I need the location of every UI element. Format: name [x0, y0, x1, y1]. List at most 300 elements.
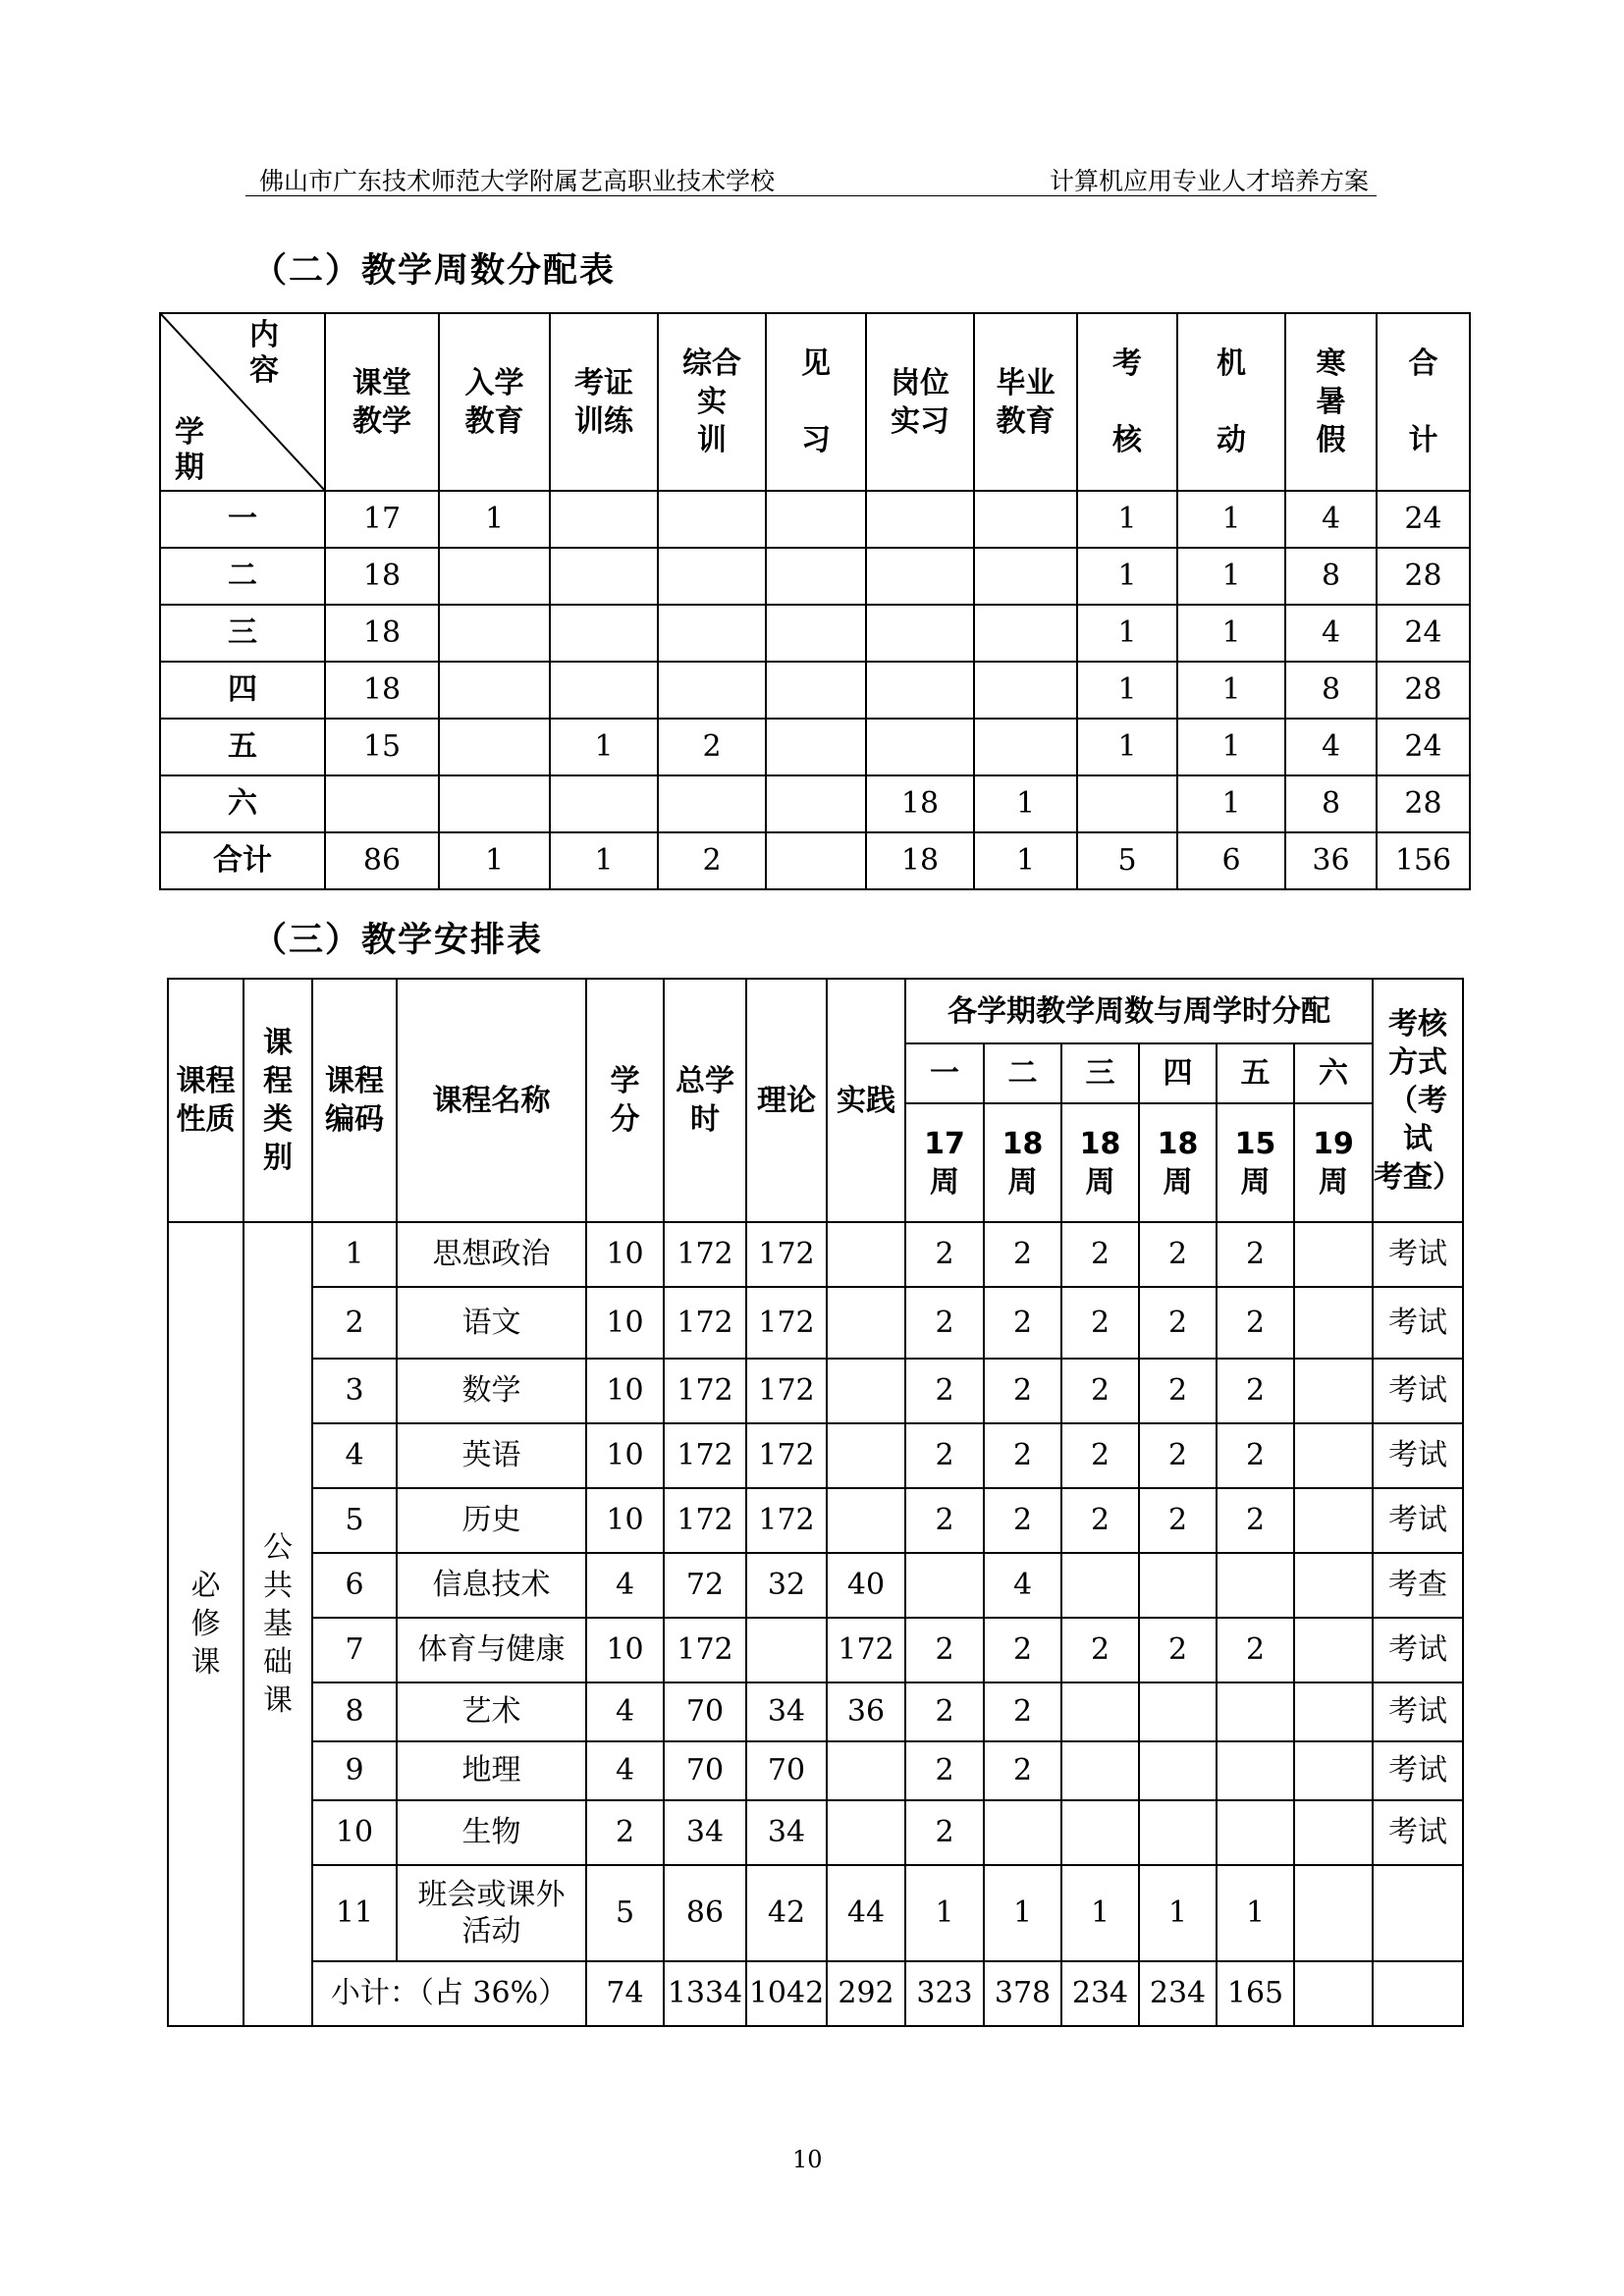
week-count-cell: 8: [1285, 662, 1377, 719]
week-count-cell: [766, 662, 866, 719]
week-count-cell: 6: [1177, 832, 1285, 889]
week-count-cell: 1: [1177, 548, 1285, 605]
practice-hours-cell: 172: [827, 1618, 905, 1682]
table-row: [160, 605, 1470, 662]
term-hours-cell: 2: [1139, 1488, 1217, 1553]
week-count-cell: [325, 775, 439, 832]
week-count-cell: [766, 775, 866, 832]
term-hours-cell: [1294, 1423, 1373, 1488]
column-header: 机 动: [1177, 313, 1285, 491]
week-count-cell: 28: [1377, 548, 1470, 605]
course-category-header: 课 程 类 别: [244, 979, 312, 1222]
term-hours-cell: 2: [1061, 1488, 1139, 1553]
assessment-cell: 考试: [1373, 1741, 1463, 1800]
table-row: [168, 1222, 1463, 1287]
course-name-cell: 思想政治: [397, 1222, 586, 1287]
term-hours-cell: [1294, 1359, 1373, 1423]
distribution-header: 各学期教学周数与周学时分配: [905, 979, 1373, 1043]
table-row: [168, 1553, 1463, 1618]
week-count-cell: [439, 662, 550, 719]
column-header: 课堂 教学: [325, 313, 439, 491]
week-count-cell: 1: [439, 832, 550, 889]
term-hours-cell: 2: [1217, 1423, 1294, 1488]
term-hours-cell: [1294, 1800, 1373, 1865]
week-count-cell: 1: [1077, 719, 1177, 775]
course-code-cell: 1: [312, 1222, 397, 1287]
course-name-cell: 体育与健康: [397, 1618, 586, 1682]
course-code-cell: 3: [312, 1359, 397, 1423]
column-header: 考 核: [1077, 313, 1177, 491]
subtotal-term-hours: 234: [1139, 1961, 1217, 2026]
credits-cell: 4: [586, 1553, 664, 1618]
term-hours-cell: 2: [905, 1359, 984, 1423]
term-hours-cell: 2: [1217, 1488, 1294, 1553]
term-hours-cell: 2: [984, 1741, 1061, 1800]
week-count-cell: 2: [658, 832, 766, 889]
week-count-cell: [766, 491, 866, 548]
credits-cell: 10: [586, 1222, 664, 1287]
term-hours-cell: 2: [1217, 1359, 1294, 1423]
week-count-cell: [439, 605, 550, 662]
total-hours-cell: 70: [664, 1682, 746, 1741]
column-header: 考证 训练: [550, 313, 658, 491]
week-count-cell: 24: [1377, 605, 1470, 662]
term-label: 一: [160, 491, 325, 548]
week-count-cell: 1: [1077, 605, 1177, 662]
term-hours-cell: [1217, 1741, 1294, 1800]
week-count-cell: 1: [1077, 548, 1177, 605]
corner-label-content: 内 容: [249, 318, 279, 388]
practice-hours-cell: 44: [827, 1865, 905, 1961]
week-count-cell: [766, 548, 866, 605]
term-header: 五: [1217, 1043, 1294, 1103]
term-weeks-header: 17 周: [905, 1103, 984, 1222]
term-hours-cell: [1061, 1800, 1139, 1865]
week-count-cell: [766, 832, 866, 889]
week-count-cell: [550, 662, 658, 719]
corner-header-cell: [160, 313, 325, 491]
table-row: [168, 1741, 1463, 1800]
term-hours-cell: 2: [984, 1287, 1061, 1359]
column-header: 入学 教育: [439, 313, 550, 491]
term-hours-cell: [1217, 1800, 1294, 1865]
week-count-cell: 15: [325, 719, 439, 775]
column-header: 见 习: [766, 313, 866, 491]
term-header: 一: [905, 1043, 984, 1103]
week-count-cell: 1: [1177, 775, 1285, 832]
table-row: [160, 775, 1470, 832]
term-hours-cell: 2: [905, 1618, 984, 1682]
term-hours-cell: [1294, 1865, 1373, 1961]
credits-cell: 10: [586, 1359, 664, 1423]
term-hours-cell: [1139, 1741, 1217, 1800]
theory-hours-cell: 32: [746, 1553, 827, 1618]
course-code-cell: 11: [312, 1865, 397, 1961]
week-count-cell: 18: [325, 662, 439, 719]
course-code-cell: 8: [312, 1682, 397, 1741]
column-header: 合 计: [1377, 313, 1470, 491]
week-count-cell: [439, 548, 550, 605]
term-hours-cell: 2: [1061, 1618, 1139, 1682]
assessment-cell: 考试: [1373, 1488, 1463, 1553]
course-code-cell: 10: [312, 1800, 397, 1865]
term-hours-cell: [984, 1800, 1061, 1865]
table-row: [160, 719, 1470, 775]
term-hours-cell: 2: [1061, 1222, 1139, 1287]
total-hours-cell: 172: [664, 1618, 746, 1682]
week-count-cell: [658, 605, 766, 662]
term-hours-cell: 2: [1139, 1287, 1217, 1359]
week-count-cell: [550, 548, 658, 605]
term-hours-cell: [1139, 1800, 1217, 1865]
term-hours-cell: 2: [984, 1488, 1061, 1553]
column-header: 岗位 实习: [866, 313, 974, 491]
assessment-cell: 考试: [1373, 1423, 1463, 1488]
week-count-cell: [974, 491, 1077, 548]
term-hours-cell: 2: [984, 1423, 1061, 1488]
course-name-cell: 数学: [397, 1359, 586, 1423]
term-hours-cell: 2: [1217, 1618, 1294, 1682]
subtotal-theory: 1042: [746, 1961, 827, 2026]
course-nature-cell: 必 修 课: [168, 1222, 244, 2026]
theory-hours-cell: 172: [746, 1423, 827, 1488]
practice-hours-cell: 36: [827, 1682, 905, 1741]
subtotal-term-hours: [1294, 1961, 1373, 2026]
week-count-cell: 86: [325, 832, 439, 889]
assessment-cell: [1373, 1865, 1463, 1961]
practice-hours-cell: [827, 1222, 905, 1287]
subtotal-assessment: [1373, 1961, 1463, 2026]
course-code-cell: 4: [312, 1423, 397, 1488]
program-name: 计算机应用专业人才培养方案: [1049, 167, 1369, 195]
credits-cell: 4: [586, 1682, 664, 1741]
theory-hours-cell: 42: [746, 1865, 827, 1961]
assessment-cell: 考试: [1373, 1359, 1463, 1423]
term-weeks-header: 15 周: [1217, 1103, 1294, 1222]
course-name-cell: 地理: [397, 1741, 586, 1800]
weeks-allocation-table: [159, 312, 1471, 890]
week-count-cell: 36: [1285, 832, 1377, 889]
term-label: 二: [160, 548, 325, 605]
term-hours-cell: [905, 1553, 984, 1618]
theory-hours-cell: 34: [746, 1682, 827, 1741]
term-label: 合计: [160, 832, 325, 889]
term-hours-cell: [1061, 1553, 1139, 1618]
week-count-cell: [658, 662, 766, 719]
assessment-cell: 考试: [1373, 1287, 1463, 1359]
subtotal-credits: 74: [586, 1961, 664, 2026]
section-title-schedule: （三）教学安排表: [252, 921, 544, 960]
table-row: [168, 1488, 1463, 1553]
term-hours-cell: [1139, 1553, 1217, 1618]
practice-hours-cell: [827, 1488, 905, 1553]
term-label: 四: [160, 662, 325, 719]
term-hours-cell: [1294, 1553, 1373, 1618]
table-row: [168, 1423, 1463, 1488]
term-hours-cell: 2: [1139, 1222, 1217, 1287]
table-row: [168, 1682, 1463, 1741]
week-count-cell: 8: [1285, 775, 1377, 832]
subtotal-row: [168, 1961, 1463, 2026]
term-label: 五: [160, 719, 325, 775]
term-hours-cell: 2: [984, 1222, 1061, 1287]
subtotal-term-hours: 165: [1217, 1961, 1294, 2026]
week-count-cell: 1: [1177, 491, 1285, 548]
table-row: [168, 1865, 1463, 1961]
term-hours-cell: 2: [905, 1423, 984, 1488]
assessment-cell: 考试: [1373, 1222, 1463, 1287]
table-row: [160, 548, 1470, 605]
week-count-cell: [766, 605, 866, 662]
term-weeks-header: 18 周: [1061, 1103, 1139, 1222]
column-header: 毕业 教育: [974, 313, 1077, 491]
term-hours-cell: 1: [984, 1865, 1061, 1961]
practice-hours-cell: [827, 1359, 905, 1423]
week-count-cell: 4: [1285, 719, 1377, 775]
term-hours-cell: [1294, 1741, 1373, 1800]
term-hours-cell: 2: [1139, 1423, 1217, 1488]
term-hours-cell: 2: [905, 1287, 984, 1359]
term-hours-cell: 1: [1139, 1865, 1217, 1961]
total-hours-cell: 172: [664, 1359, 746, 1423]
total-hours-cell: 172: [664, 1488, 746, 1553]
total-hours-cell: 172: [664, 1222, 746, 1287]
term-hours-cell: 2: [1061, 1287, 1139, 1359]
total-hours-cell: 72: [664, 1553, 746, 1618]
term-weeks-header: 18 周: [1139, 1103, 1217, 1222]
week-count-cell: 24: [1377, 491, 1470, 548]
term-hours-cell: [1217, 1553, 1294, 1618]
week-count-cell: 17: [325, 491, 439, 548]
course-name-header: 课程名称: [397, 979, 586, 1222]
term-hours-cell: 1: [1061, 1865, 1139, 1961]
subtotal-term-hours: 323: [905, 1961, 984, 2026]
term-hours-cell: [1294, 1488, 1373, 1553]
term-hours-cell: 2: [1217, 1222, 1294, 1287]
assessment-cell: 考查: [1373, 1553, 1463, 1618]
total-hours-header: 总学 时: [664, 979, 746, 1222]
term-label: 六: [160, 775, 325, 832]
week-count-cell: [866, 719, 974, 775]
table-row: [168, 1287, 1463, 1359]
term-hours-cell: 4: [984, 1553, 1061, 1618]
total-hours-cell: 172: [664, 1287, 746, 1359]
credits-header: 学 分: [586, 979, 664, 1222]
week-count-cell: 1: [974, 775, 1077, 832]
subtotal-term-hours: 378: [984, 1961, 1061, 2026]
term-hours-cell: 2: [1139, 1359, 1217, 1423]
week-count-cell: 1: [1077, 662, 1177, 719]
practice-header: 实践: [827, 979, 905, 1222]
term-hours-cell: 2: [1061, 1423, 1139, 1488]
course-code-cell: 5: [312, 1488, 397, 1553]
course-name-cell: 艺术: [397, 1682, 586, 1741]
practice-hours-cell: [827, 1423, 905, 1488]
week-count-cell: 1: [550, 832, 658, 889]
theory-hours-cell: 172: [746, 1359, 827, 1423]
term-hours-cell: 2: [1139, 1618, 1217, 1682]
term-label: 三: [160, 605, 325, 662]
week-count-cell: [974, 548, 1077, 605]
practice-hours-cell: [827, 1800, 905, 1865]
term-hours-cell: 2: [905, 1682, 984, 1741]
course-code-cell: 2: [312, 1287, 397, 1359]
term-hours-cell: 2: [984, 1359, 1061, 1423]
term-hours-cell: 2: [905, 1222, 984, 1287]
week-count-cell: [658, 491, 766, 548]
term-hours-cell: 2: [905, 1800, 984, 1865]
assessment-header: 考核 方式 （考 试 考查）: [1373, 979, 1463, 1222]
credits-cell: 5: [586, 1865, 664, 1961]
week-count-cell: [550, 491, 658, 548]
week-count-cell: [658, 775, 766, 832]
week-count-cell: 18: [325, 548, 439, 605]
theory-hours-cell: 172: [746, 1222, 827, 1287]
term-hours-cell: 1: [905, 1865, 984, 1961]
term-hours-cell: [1294, 1222, 1373, 1287]
term-hours-cell: [1294, 1287, 1373, 1359]
term-header: 二: [984, 1043, 1061, 1103]
total-hours-cell: 172: [664, 1423, 746, 1488]
week-count-cell: 18: [325, 605, 439, 662]
column-header: 综合 实 训: [658, 313, 766, 491]
practice-hours-cell: [827, 1287, 905, 1359]
theory-hours-cell: 172: [746, 1287, 827, 1359]
teaching-schedule-table: [167, 978, 1464, 2027]
week-count-cell: 1: [550, 719, 658, 775]
week-count-cell: [550, 605, 658, 662]
term-hours-cell: 1: [1217, 1865, 1294, 1961]
week-count-cell: 4: [1285, 605, 1377, 662]
subtotal-term-hours: 234: [1061, 1961, 1139, 2026]
week-count-cell: 156: [1377, 832, 1470, 889]
week-count-cell: [974, 662, 1077, 719]
term-hours-cell: [1061, 1741, 1139, 1800]
week-count-cell: 1: [439, 491, 550, 548]
practice-hours-cell: [827, 1741, 905, 1800]
theory-header: 理论: [746, 979, 827, 1222]
course-name-cell: 历史: [397, 1488, 586, 1553]
credits-cell: 10: [586, 1423, 664, 1488]
assessment-cell: 考试: [1373, 1682, 1463, 1741]
term-hours-cell: [1294, 1618, 1373, 1682]
week-count-cell: 18: [866, 775, 974, 832]
theory-hours-cell: 70: [746, 1741, 827, 1800]
course-name-cell: 英语: [397, 1423, 586, 1488]
credits-cell: 2: [586, 1800, 664, 1865]
page-number: 10: [792, 2146, 823, 2173]
week-count-cell: [866, 662, 974, 719]
week-count-cell: [866, 548, 974, 605]
term-hours-cell: 2: [1061, 1359, 1139, 1423]
assessment-cell: 考试: [1373, 1800, 1463, 1865]
course-name-cell: 班会或课外 活动: [397, 1865, 586, 1961]
week-count-cell: 4: [1285, 491, 1377, 548]
week-count-cell: 1: [1077, 491, 1177, 548]
week-count-cell: 1: [1177, 605, 1285, 662]
course-name-cell: 生物: [397, 1800, 586, 1865]
term-weeks-header: 19 周: [1294, 1103, 1373, 1222]
week-count-cell: [439, 719, 550, 775]
week-count-cell: [766, 719, 866, 775]
table-row: [160, 491, 1470, 548]
week-count-cell: 1: [974, 832, 1077, 889]
week-count-cell: 1: [1177, 719, 1285, 775]
course-category-cell: 公 共 基 础 课: [244, 1222, 312, 2026]
total-hours-cell: 70: [664, 1741, 746, 1800]
week-count-cell: [1077, 775, 1177, 832]
practice-hours-cell: 40: [827, 1553, 905, 1618]
subtotal-total-hours: 1334: [664, 1961, 746, 2026]
course-name-cell: 信息技术: [397, 1553, 586, 1618]
week-count-cell: [974, 605, 1077, 662]
week-count-cell: 5: [1077, 832, 1177, 889]
week-count-cell: 2: [658, 719, 766, 775]
corner-label-term: 学 期: [175, 415, 204, 485]
week-count-cell: 28: [1377, 662, 1470, 719]
course-code-cell: 7: [312, 1618, 397, 1682]
term-hours-cell: [1061, 1682, 1139, 1741]
term-hours-cell: [1294, 1682, 1373, 1741]
week-count-cell: 1: [1177, 662, 1285, 719]
term-hours-cell: 2: [905, 1741, 984, 1800]
week-count-cell: 8: [1285, 548, 1377, 605]
week-count-cell: [974, 719, 1077, 775]
term-hours-cell: 2: [1217, 1287, 1294, 1359]
table-row: [160, 662, 1470, 719]
term-weeks-header: 18 周: [984, 1103, 1061, 1222]
week-count-cell: [439, 775, 550, 832]
table-row: [160, 832, 1470, 889]
table-row: [168, 1618, 1463, 1682]
week-count-cell: [658, 548, 766, 605]
term-hours-cell: [1217, 1682, 1294, 1741]
credits-cell: 10: [586, 1488, 664, 1553]
subtotal-practice: 292: [827, 1961, 905, 2026]
term-header: 四: [1139, 1043, 1217, 1103]
term-header: 六: [1294, 1043, 1373, 1103]
course-code-header: 课程 编码: [312, 979, 397, 1222]
credits-cell: 4: [586, 1741, 664, 1800]
page-header: [245, 160, 1377, 196]
course-nature-header: 课程 性质: [168, 979, 244, 1222]
table-row: [168, 1359, 1463, 1423]
term-hours-cell: 2: [984, 1618, 1061, 1682]
table-row: [168, 1800, 1463, 1865]
course-code-cell: 6: [312, 1553, 397, 1618]
theory-hours-cell: 172: [746, 1488, 827, 1553]
course-name-cell: 语文: [397, 1287, 586, 1359]
week-count-cell: 28: [1377, 775, 1470, 832]
section-title-weeks: （二）教学周数分配表: [252, 251, 617, 291]
term-hours-cell: [1139, 1682, 1217, 1741]
theory-hours-cell: 34: [746, 1800, 827, 1865]
assessment-cell: 考试: [1373, 1618, 1463, 1682]
week-count-cell: [866, 605, 974, 662]
term-header: 三: [1061, 1043, 1139, 1103]
week-count-cell: [866, 491, 974, 548]
term-hours-cell: 2: [984, 1682, 1061, 1741]
course-code-cell: 9: [312, 1741, 397, 1800]
subtotal-label: 小计：（占 36%）: [312, 1961, 586, 2026]
term-hours-cell: 2: [905, 1488, 984, 1553]
credits-cell: 10: [586, 1287, 664, 1359]
total-hours-cell: 34: [664, 1800, 746, 1865]
school-name: 佛山市广东技术师范大学附属艺高职业技术学校: [259, 167, 776, 195]
credits-cell: 10: [586, 1618, 664, 1682]
column-header: 寒 暑 假: [1285, 313, 1377, 491]
week-count-cell: [550, 775, 658, 832]
